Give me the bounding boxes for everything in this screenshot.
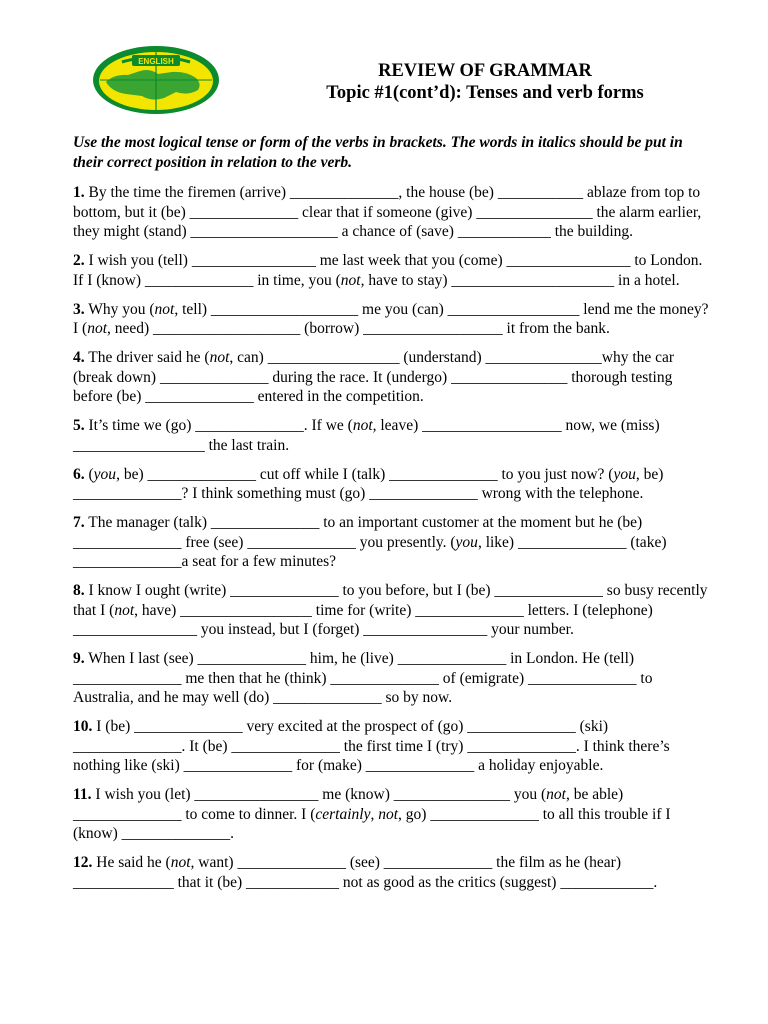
exercise-number: 3. xyxy=(73,300,85,318)
exercise-number: 12. xyxy=(73,854,93,871)
page-subtitle: Topic #1(cont’d): Tenses and verb forms xyxy=(326,83,644,103)
exercise-item xyxy=(73,348,715,407)
italic-word: not, xyxy=(352,417,377,434)
exercise-number: 11. xyxy=(73,786,92,803)
exercise-item xyxy=(73,513,715,572)
exercise-text: , have) _________________ time for (write) ______________ letters. I (telephone) ________________ you instead, but I (forget) ________________ your number. xyxy=(73,601,653,638)
exercise-text: Why you ( xyxy=(84,300,155,318)
exercise-number: 6. xyxy=(73,465,85,483)
exercise-item xyxy=(73,785,715,844)
exercise-item xyxy=(73,416,715,455)
exercise-text: I (be) ______________ very excited at the prospect of (go) ______________ (ski) ______________. It (be) ______________ the first time I (try) ______________. I think there’s nothing like (ski) ______________ for (make) ______________ a holiday enjoyable. xyxy=(73,718,670,774)
exercise-text: want) ______________ (see) ______________ the film as he (hear) _____________ that it (be) ____________ not as good as the critics (suggest) ____________. xyxy=(73,854,658,891)
exercise-text: It’s time we (go) ______________. If we ( xyxy=(84,417,353,434)
italic-word: not xyxy=(378,805,399,823)
exercise-text: have to stay) _____________________ in a hotel. xyxy=(364,271,680,289)
exercise-text: , tell) ___________________ me you (can) _________________ lend me the money? I ( xyxy=(73,300,709,337)
exercise-text: By the time the firemen (arrive) ______________, the house (be) ___________ ablaze from top to bottom, but it (be) ______________ clear that if someone (give) _______________ the alarm earlier, they might (stand) ___________________ a chance of (save) ____________ the building. xyxy=(73,184,702,240)
exercise-item xyxy=(73,649,715,708)
italic-word: not xyxy=(546,786,566,803)
exercise-item xyxy=(73,251,715,290)
exercise-text: , like) ______________ (take) ______________a seat for a few minutes? xyxy=(73,533,667,570)
exercise-text: , be) ______________? I think something must (go) ______________ wrong with the telephone. xyxy=(73,465,664,502)
exercise-item xyxy=(73,853,715,892)
exercise-item xyxy=(73,717,715,776)
exercise-number: 5. xyxy=(73,417,85,434)
header xyxy=(290,60,680,104)
exercise-text: , need) ___________________ (borrow) __________________ it from the bank. xyxy=(107,320,610,337)
italic-word: not, xyxy=(340,271,365,289)
italic-word: you xyxy=(613,465,636,483)
exercise-text: ( xyxy=(84,465,94,483)
italic-word: not xyxy=(114,601,135,619)
italic-word: not xyxy=(87,320,108,337)
exercise-number: 1. xyxy=(73,184,85,201)
english-globe-logo xyxy=(92,44,220,116)
exercise-item xyxy=(73,465,715,504)
exercise-number: 2. xyxy=(73,252,85,269)
exercise-text: The driver said he ( xyxy=(84,349,210,366)
page-title: REVIEW OF GRAMMAR xyxy=(378,61,592,81)
exercise-text: , go) ______________ to all this trouble if I (know) ______________. xyxy=(73,805,671,842)
exercise-text: , xyxy=(370,805,379,823)
exercise-item xyxy=(73,300,715,339)
exercise-text: The manager (talk) ______________ to an important customer at the moment but he (be) ______________ free (see) ______________ you presently. ( xyxy=(73,514,643,551)
italic-word: you xyxy=(455,533,478,551)
exercise-number: 9. xyxy=(73,650,85,667)
logo-label: ENGLISH xyxy=(138,57,174,66)
exercise-text: I wish you (tell) ________________ me last week that you (come) ________________ to London. If I (know) ______________ in time, you ( xyxy=(73,252,703,289)
italic-word: certainly xyxy=(315,805,371,823)
exercise-text: When I last (see) ______________ him, he (live) ______________ in London. He (tell) ______________ me then that he (think) ______________ of (emigrate) ______________ to Australia, and he may well (do) ______________ so by now. xyxy=(73,650,653,706)
exercise-number: 4. xyxy=(73,349,85,366)
instructions: Use the most logical tense or form of the verbs in brackets. The words in italics should be put in their correct position in relation to the verb. xyxy=(73,134,683,171)
exercise-text: , be) ______________ cut off while I (talk) ______________ to you just now? ( xyxy=(116,465,614,483)
italic-word: not xyxy=(154,300,175,318)
exercise-number: 8. xyxy=(73,582,85,599)
italic-word: you xyxy=(93,465,117,483)
exercise-text: He said he ( xyxy=(92,854,171,871)
exercise-number: 7. xyxy=(73,514,85,531)
exercise-text: , be able) ______________ to come to dinner. I ( xyxy=(73,786,624,823)
exercise-text: I wish you (let) ________________ me (know) _______________ you ( xyxy=(91,786,547,803)
exercise-item xyxy=(73,183,715,242)
exercise-list xyxy=(73,183,715,902)
italic-word: not xyxy=(209,349,230,366)
italic-word: not, xyxy=(170,854,195,871)
exercise-text: I know I ought (write) ______________ to you before, but I (be) ______________ so busy recently that I ( xyxy=(73,582,708,619)
exercise-text: , can) _________________ (understand) _______________why the car (break down) ______________ during the race. It (undergo) _______________ thorough testing before (be) ______________ entered in the competition. xyxy=(73,349,675,405)
exercise-item xyxy=(73,581,715,640)
exercise-number: 10. xyxy=(73,718,93,735)
exercise-text: leave) __________________ now, we (miss) _________________ the last train. xyxy=(73,417,660,454)
